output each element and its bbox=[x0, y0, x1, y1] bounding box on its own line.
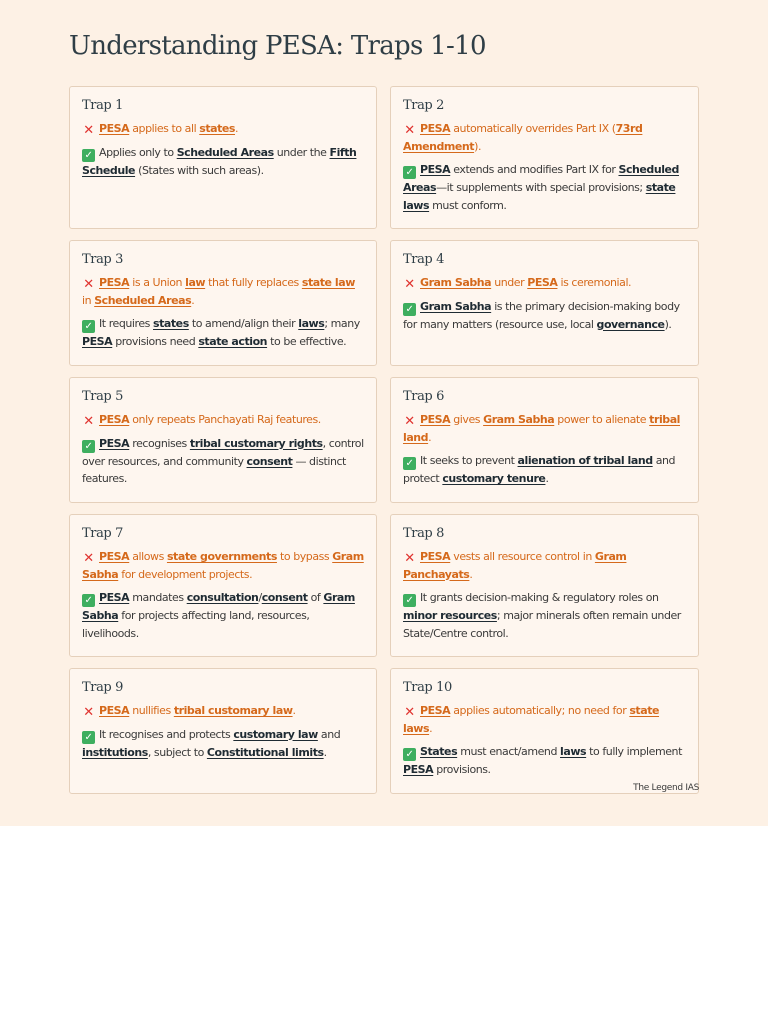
text-run: under bbox=[491, 276, 528, 289]
fact-statement bbox=[403, 452, 686, 488]
fact-statement bbox=[82, 144, 364, 180]
cross-mark-icon: ✕ bbox=[404, 551, 415, 566]
key-term: laws bbox=[560, 745, 587, 758]
myth-statement bbox=[403, 120, 686, 155]
check-mark-icon: ✓ bbox=[403, 748, 416, 761]
fact-statement bbox=[82, 435, 364, 488]
text-run: to bypass bbox=[276, 550, 333, 563]
key-term: PESA bbox=[82, 335, 113, 348]
text-run: , subject to bbox=[147, 745, 207, 759]
text-run: to be effective. bbox=[267, 335, 347, 348]
myth-text bbox=[403, 704, 659, 735]
myth-statement bbox=[403, 548, 686, 583]
trap-card-1 bbox=[69, 86, 377, 229]
key-term: customary law bbox=[233, 727, 318, 741]
cross-mark-icon: ✕ bbox=[404, 705, 415, 720]
cross-mark-icon: ✕ bbox=[404, 123, 415, 138]
trap-title: Trap 10 bbox=[403, 680, 452, 695]
key-term: Gram Panchayats bbox=[403, 550, 627, 581]
key-term: Scheduled Areas bbox=[176, 145, 274, 159]
fact-text bbox=[82, 146, 356, 177]
key-term: PESA bbox=[99, 550, 130, 563]
text-run: ). bbox=[664, 317, 672, 331]
myth-text bbox=[403, 413, 680, 444]
key-term: law bbox=[185, 276, 206, 289]
text-run: provisions need bbox=[112, 335, 199, 348]
check-mark-icon: ✓ bbox=[403, 457, 416, 470]
fact-text bbox=[82, 437, 364, 486]
cross-mark-icon: ✕ bbox=[83, 277, 94, 292]
key-term: Scheduled Areas bbox=[94, 293, 192, 307]
check-mark-icon: ✓ bbox=[403, 594, 416, 607]
key-term: customary tenure bbox=[442, 472, 546, 485]
trap-card-5 bbox=[69, 377, 377, 503]
text-run: applies to all bbox=[129, 122, 200, 135]
text-run: and bbox=[317, 727, 341, 741]
key-term: PESA bbox=[420, 122, 451, 135]
check-mark-icon: ✓ bbox=[82, 440, 95, 453]
text-run: mandates bbox=[129, 591, 187, 604]
cross-mark-icon: ✕ bbox=[83, 414, 94, 429]
key-term: tribal land bbox=[403, 413, 680, 444]
trap-title: Trap 3 bbox=[82, 252, 123, 267]
key-term: Scheduled Areas bbox=[403, 163, 679, 194]
text-run: . bbox=[292, 704, 296, 717]
text-run: in bbox=[82, 293, 95, 307]
text-run: must conform. bbox=[429, 198, 507, 212]
trap-card-3 bbox=[69, 240, 377, 366]
myth-text bbox=[99, 413, 321, 426]
key-term: consultation bbox=[186, 591, 259, 604]
cross-mark-icon: ✕ bbox=[83, 123, 94, 138]
myth-statement bbox=[403, 411, 686, 446]
text-run: applies automatically; no need for bbox=[450, 704, 630, 717]
text-run: It grants decision-making & regulatory roles on bbox=[420, 591, 659, 604]
text-run: / bbox=[258, 591, 262, 604]
key-term: PESA bbox=[99, 122, 130, 135]
myth-text bbox=[99, 122, 238, 135]
text-run: gives bbox=[450, 413, 484, 426]
text-run: is ceremonial. bbox=[557, 276, 632, 289]
key-term: Gram Sabha bbox=[483, 413, 555, 426]
trap-title: Trap 4 bbox=[403, 252, 444, 267]
check-mark-icon: ✓ bbox=[403, 303, 416, 316]
trap-title: Trap 6 bbox=[403, 389, 444, 404]
text-run: —it supplements with special provisions; bbox=[436, 181, 646, 194]
myth-statement bbox=[403, 702, 686, 737]
key-term: PESA bbox=[99, 413, 130, 426]
check-mark-icon: ✓ bbox=[82, 149, 95, 162]
fact-text bbox=[403, 300, 680, 331]
cross-mark-icon: ✕ bbox=[404, 414, 415, 429]
trap-card-6 bbox=[390, 377, 699, 503]
key-term: Gram Sabha bbox=[420, 299, 492, 313]
fact-statement bbox=[82, 315, 364, 351]
key-term: Gram Sabha bbox=[82, 591, 355, 622]
text-run: . bbox=[469, 567, 473, 581]
key-term: tribal customary rights bbox=[189, 436, 323, 450]
key-term: Gram Sabha bbox=[420, 276, 492, 289]
text-run: of bbox=[307, 591, 324, 604]
key-term: tribal customary law bbox=[173, 704, 293, 717]
check-mark-icon: ✓ bbox=[403, 166, 416, 179]
fact-text bbox=[82, 317, 360, 348]
myth-text bbox=[403, 122, 642, 153]
text-run: . bbox=[323, 745, 327, 759]
text-run: is a Union bbox=[129, 276, 186, 289]
text-run: must enact/amend bbox=[457, 745, 561, 758]
myth-text bbox=[82, 550, 364, 581]
trap-grid bbox=[69, 86, 699, 794]
fact-statement bbox=[82, 589, 364, 642]
cross-mark-icon: ✕ bbox=[404, 277, 415, 292]
key-term: States bbox=[420, 745, 458, 758]
text-run: . bbox=[429, 721, 433, 735]
trap-title: Trap 9 bbox=[82, 680, 123, 695]
text-run: for projects affecting land, resources, livelihoods. bbox=[82, 609, 310, 640]
cross-mark-icon: ✕ bbox=[83, 705, 94, 720]
trap-card-2 bbox=[390, 86, 699, 229]
key-term: PESA bbox=[420, 163, 451, 176]
key-term: Constitutional limits bbox=[206, 745, 324, 759]
myth-statement bbox=[82, 702, 364, 720]
key-term: state laws bbox=[403, 704, 660, 735]
text-run: . bbox=[545, 472, 549, 485]
fact-text bbox=[403, 745, 682, 776]
trap-title: Trap 7 bbox=[82, 526, 123, 541]
fact-text bbox=[82, 591, 355, 640]
text-run: . bbox=[191, 293, 195, 307]
myth-text bbox=[99, 704, 296, 717]
key-term: governance bbox=[596, 317, 665, 331]
myth-statement bbox=[82, 120, 364, 138]
text-run: power to alienate bbox=[554, 413, 650, 426]
key-term: laws bbox=[298, 317, 325, 330]
myth-statement bbox=[82, 548, 364, 583]
myth-statement bbox=[82, 411, 364, 429]
text-run: Applies only to bbox=[99, 145, 177, 159]
text-run: — distinct features. bbox=[82, 454, 346, 485]
myth-text bbox=[82, 276, 355, 307]
trap-card-8 bbox=[390, 514, 699, 657]
key-term: PESA bbox=[420, 413, 451, 426]
text-run: nullifies bbox=[129, 704, 174, 717]
text-run: (States with such areas). bbox=[135, 163, 264, 177]
text-run: vests all resource control in bbox=[450, 550, 595, 563]
key-term: Gram Sabha bbox=[82, 550, 364, 581]
fact-text bbox=[82, 728, 340, 759]
key-term: PESA bbox=[527, 276, 558, 289]
fact-text bbox=[403, 454, 675, 485]
text-run: is the primary decision-making body for many matters (resource use, local bbox=[403, 299, 680, 331]
fact-text bbox=[403, 163, 679, 212]
text-run: to fully implement bbox=[586, 745, 682, 758]
myth-text bbox=[420, 276, 631, 289]
key-term: consent bbox=[246, 454, 293, 468]
trap-title: Trap 8 bbox=[403, 526, 444, 541]
myth-statement bbox=[403, 274, 686, 292]
text-run: ; many bbox=[324, 317, 360, 330]
text-run: under the bbox=[273, 145, 330, 159]
text-run: , control over resources, and community bbox=[82, 436, 364, 468]
trap-card-9 bbox=[69, 668, 377, 794]
fact-statement bbox=[82, 726, 364, 762]
text-run: and protect bbox=[403, 454, 676, 485]
trap-card-4 bbox=[390, 240, 699, 366]
text-run: It requires bbox=[99, 317, 153, 330]
key-term: state action bbox=[198, 335, 268, 348]
text-run: It recognises and protects bbox=[99, 727, 234, 741]
trap-title: Trap 1 bbox=[82, 98, 123, 113]
key-term: PESA bbox=[99, 276, 130, 289]
text-run: that fully replaces bbox=[205, 276, 302, 289]
page-title: Understanding PESA: Traps 1-10 bbox=[69, 31, 486, 61]
key-term: states bbox=[199, 122, 236, 135]
key-term: alienation of tribal land bbox=[517, 454, 653, 467]
check-mark-icon: ✓ bbox=[82, 731, 95, 744]
text-run: recognises bbox=[129, 436, 190, 450]
myth-statement bbox=[82, 274, 364, 309]
key-term: state laws bbox=[403, 181, 676, 212]
cross-mark-icon: ✕ bbox=[83, 551, 94, 566]
text-run: . bbox=[428, 430, 432, 444]
text-run: . bbox=[235, 122, 239, 135]
check-mark-icon: ✓ bbox=[82, 320, 95, 333]
fact-text bbox=[403, 591, 681, 640]
text-run: only repeats Panchayati Raj features. bbox=[129, 413, 321, 426]
text-run: for development projects. bbox=[118, 567, 253, 581]
key-term: Fifth Schedule bbox=[82, 145, 357, 177]
fact-statement bbox=[403, 589, 686, 642]
trap-card-10 bbox=[390, 668, 699, 794]
key-term: PESA bbox=[420, 704, 451, 717]
text-run: It seeks to prevent bbox=[420, 454, 518, 467]
credit-text: The Legend IAS bbox=[633, 783, 699, 793]
fact-statement bbox=[403, 743, 686, 779]
text-run: provisions. bbox=[433, 763, 491, 776]
text-run: allows bbox=[129, 550, 167, 563]
key-term: state governments bbox=[166, 550, 277, 563]
check-mark-icon: ✓ bbox=[82, 594, 95, 607]
fact-statement bbox=[403, 298, 686, 334]
key-term: state law bbox=[301, 276, 355, 289]
myth-text bbox=[403, 550, 626, 581]
key-term: minor resources bbox=[403, 609, 497, 622]
trap-title: Trap 5 bbox=[82, 389, 123, 404]
text-run: automatically overrides Part IX ( bbox=[450, 122, 616, 135]
key-term: PESA bbox=[99, 591, 130, 604]
key-term: PESA bbox=[403, 763, 434, 776]
trap-card-7 bbox=[69, 514, 377, 657]
text-run: ). bbox=[474, 139, 481, 153]
trap-title: Trap 2 bbox=[403, 98, 444, 113]
key-term: consent bbox=[261, 591, 308, 604]
key-term: PESA bbox=[99, 436, 130, 450]
text-run: to amend/align their bbox=[188, 317, 299, 330]
key-term: institutions bbox=[82, 745, 148, 759]
key-term: states bbox=[153, 317, 189, 330]
text-run: extends and modifies Part IX for bbox=[450, 163, 619, 176]
key-term: 73rd Amendment bbox=[403, 122, 643, 153]
key-term: PESA bbox=[99, 704, 130, 717]
key-term: PESA bbox=[420, 550, 451, 563]
text-run: ; major minerals often remain under State/Centre control. bbox=[403, 609, 681, 640]
fact-statement bbox=[403, 161, 686, 214]
